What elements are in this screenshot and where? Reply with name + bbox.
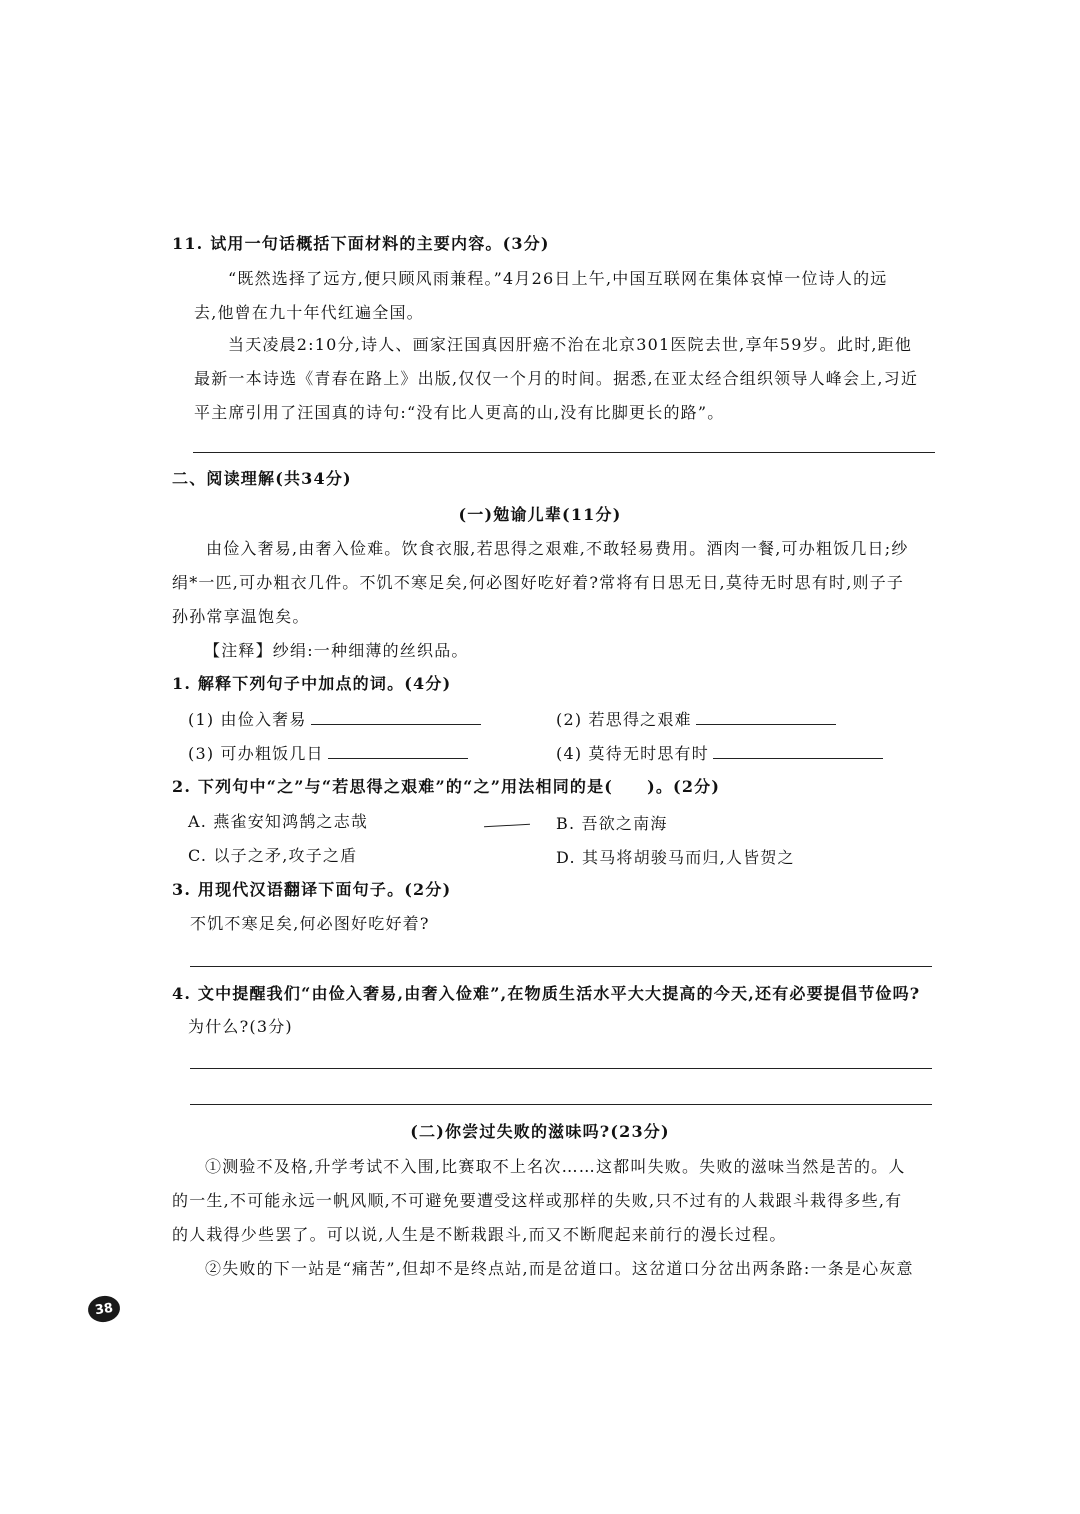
passage1-note: 【注释】纱绢:一种细薄的丝织品。 — [204, 641, 469, 660]
q4-answer-line-2[interactable] — [190, 1104, 932, 1105]
passage1-title: (一)勉谕儿辈(11分) — [458, 505, 622, 524]
section-heading: 二、阅读理解(共34分) — [172, 469, 352, 488]
q11-title: 11. 试用一句话概括下面材料的主要内容。(3分) — [172, 234, 550, 253]
q2-option-c: C. 以子之矛,攻子之盾 — [188, 846, 358, 865]
q1-item-3 — [188, 742, 468, 765]
q1-item-3-blank[interactable] — [328, 742, 468, 759]
q1-item-1 — [188, 708, 481, 731]
q11-answer-line[interactable] — [193, 452, 935, 453]
q2-title — [172, 776, 720, 798]
q4-answer-line-1[interactable] — [190, 1068, 932, 1069]
q1-item-2-blank[interactable] — [696, 708, 836, 725]
q2-option-a: A. 燕雀安知鸿鹄之志哉 — [188, 812, 369, 831]
q3-sentence: 不饥不寒足矣,何必图好吃好着? — [190, 914, 430, 933]
stray-pen-mark — [484, 824, 530, 827]
q1-item-3-text: (3) 可办粗饭几日 — [188, 744, 324, 763]
q1-title: 1. 解释下列句子中加点的词。(4分) — [172, 674, 452, 693]
q11-paragraph2-line3: 平主席引用了汪国真的诗句:“没有比人更高的山,没有比脚更长的路”。 — [194, 403, 725, 422]
q1-item-1-blank[interactable] — [311, 708, 481, 725]
q1-item-4 — [556, 742, 883, 765]
q1-item-2-text: (2) 若思得之艰难 — [556, 710, 692, 729]
q2-option-b: B. 吾欲之南海 — [556, 814, 668, 833]
q2-option-d: D. 其马将胡骏马而归,人皆贺之 — [556, 848, 795, 867]
passage1-line3: 孙孙常享温饱矣。 — [172, 607, 310, 626]
q11-paragraph1-line1: “既然选择了远方,便只顾风雨兼程。”4月26日上午,中国互联网在集体哀悼一位诗人的远 — [228, 269, 888, 288]
passage1-line2: 绢*一匹,可办粗衣几件。不饥不寒足矣,何必图好吃好着?常将有日思无日,莫待无时思有时,则子子 — [172, 573, 905, 592]
passage2-title: (二)你尝过失败的滋味吗?(23分) — [410, 1122, 670, 1141]
q4-title-line2: 为什么?(3分) — [188, 1017, 293, 1036]
passage2-line3: 的人栽得少些罢了。可以说,人生是不断栽跟斗,而又不断爬起来前行的漫长过程。 — [172, 1225, 787, 1244]
q1-item-1-text: (1) 由俭入奢易 — [188, 710, 307, 729]
passage1-line1: 由俭入奢易,由奢入俭难。饮食衣服,若思得之艰难,不敢轻易费用。酒肉一餐,可办粗饭几日;纱 — [206, 539, 909, 558]
q1-item-2 — [556, 708, 836, 731]
q1-item-4-blank[interactable] — [713, 742, 883, 759]
passage2-line2: 的一生,不可能永远一帆风顺,不可避免要遭受这样或那样的失败,只不过有的人栽跟斗栽得多些,有 — [172, 1191, 903, 1210]
q4-title-line1: 4. 文中提醒我们“由俭入奢易,由奢入俭难”,在物质生活水平大大提高的今天,还有必要提倡节俭吗? — [172, 984, 921, 1003]
q3-answer-line[interactable] — [190, 966, 932, 967]
q11-paragraph2-line1: 当天凌晨2:10分,诗人、画家汪国真因肝癌不治在北京301医院去世,享年59岁。此时,距他 — [228, 335, 913, 354]
q3-title: 3. 用现代汉语翻译下面句子。(2分) — [172, 880, 452, 899]
passage2-line4: ②失败的下一站是“痛苦”,但却不是终点站,而是岔道口。这岔道口分岔出两条路:一条是心灰意 — [205, 1259, 914, 1278]
q2-title-start: 2. 下列句中“之”与“若思得之艰难”的“之”用法相同的是( — [172, 777, 614, 796]
page-number-badge: 38 — [86, 1294, 121, 1324]
q11-paragraph1-line2: 去,他曾在九十年代红遍全国。 — [194, 303, 424, 322]
passage2-line1: ①测验不及格,升学考试不入围,比赛取不上名次……这都叫失败。失败的滋味当然是苦的。人 — [205, 1157, 906, 1176]
q11-paragraph2-line2: 最新一本诗选《青春在路上》出版,仅仅一个月的时间。据悉,在亚太经合组织领导人峰会上,习近 — [194, 369, 919, 388]
q1-item-4-text: (4) 莫待无时思有时 — [556, 744, 709, 763]
q2-title-end: )。(2分) — [647, 777, 721, 796]
